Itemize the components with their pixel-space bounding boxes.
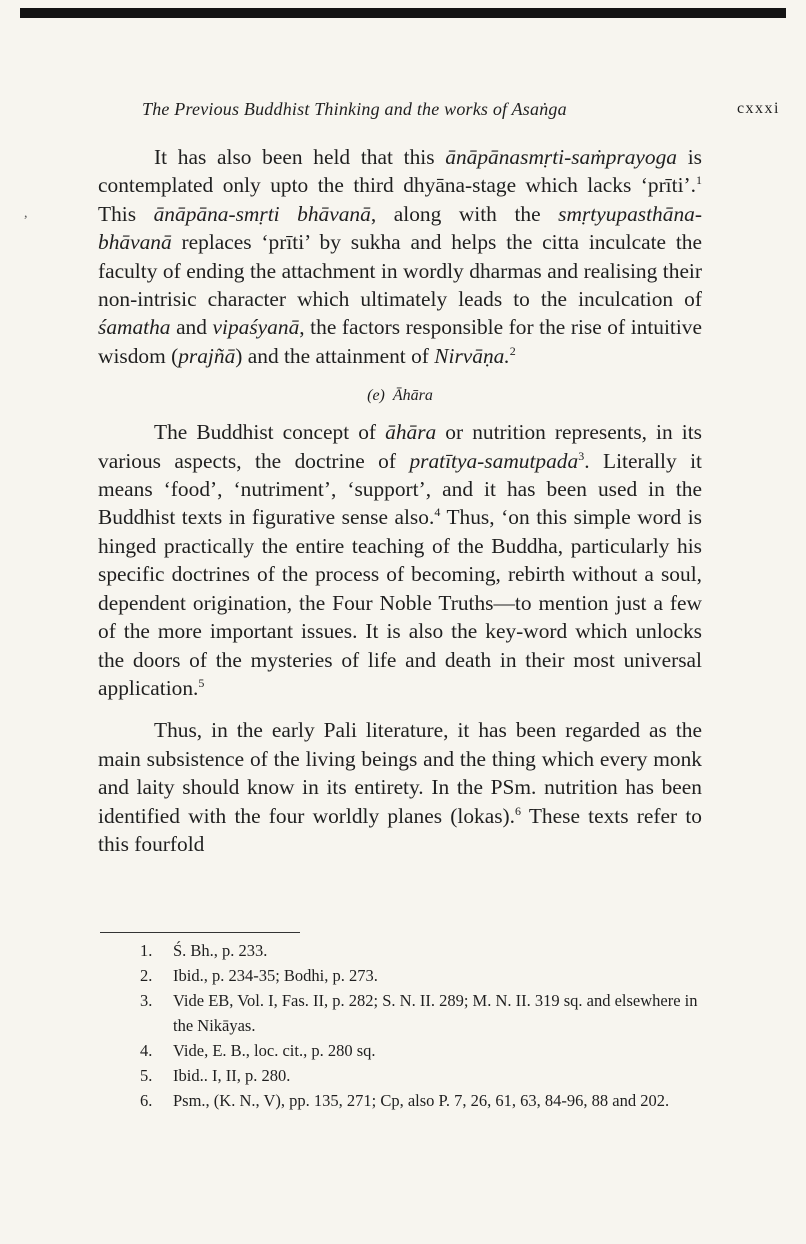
footnote: 3. Vide EB, Vol. I, Fas. II, p. 282; S. N. II. 289; M. N. II. 319 sq. and elsewhere in the Nikāyas. [140,991,698,1035]
running-header [140,99,780,125]
footnote-ref: 5 [198,675,205,690]
footnote: 1. Ś. Bh., p. 233. [140,941,268,960]
main-text [98,143,702,858]
footnote-ref: 2 [509,343,516,358]
footnote: 5. Ibid.. I, II, p. 280. [140,1066,291,1085]
paragraph: It has also been held that this ānāpānasmṛti-saṁprayoga is contemplated only upto the third dhyāna-stage which lacks ‘prīti’.$^1$ This ānāpāna-smṛti bhāvanā, along with the smṛtyupasthāna-bhāvanā replaces ‘prīti’ by sukha and helps the citta inculcate the faculty of ending the attachment in wordly dharmas and realising their non-intrisic character which ultimately leads to the inculcation of śamatha and vipaśyanā, the factors responsible for the rise of intuitive wisdom (prajñā) and the attainment of Nirvāṇa.$^2$ [98,145,702,368]
paragraph: Thus, in the early Pali literature, it has been regarded as the main subsistence of the living beings and the thing which every monk and laity should know in its entirety. In the PSm. nutrition has been identified with the four worldly planes (lokas).$^6$ These texts refer to this fourfold [98,718,702,856]
footnote-ref: 1 [696,173,702,188]
running-title: The Previous Buddhist Thinking and the works of Asaṅga [142,99,567,119]
margin-mark: , [24,206,28,221]
page-number: cxxxi [736,100,780,117]
section-label: (e) [367,387,385,405]
footnote-ref: 3 [578,448,585,463]
section-heading [98,385,702,407]
footnote: 2. Ibid., p. 234-35; Bodhi, p. 273. [140,966,378,985]
footnote: 6. Psm., (K. N., V), pp. 135, 271; Cp, also P. 7, 26, 61, 63, 84-96, 88 and 202. [140,1091,670,1110]
footnote: 4. Vide, E. B., loc. cit., p. 280 sq. [140,1041,376,1060]
section-title: Āhāra [392,387,433,405]
footnote-ref: 6 [515,803,522,818]
footnotes [140,938,710,1113]
footnote-ref: 4 [434,505,441,520]
top-border-rule [20,8,786,18]
footnote-divider [100,932,300,933]
paragraph: The Buddhist concept of āhāra or nutrition represents, in its various aspects, the doctrine of pratītya-samutpada$^3$. Literally it means ‘food’, ‘nutriment’, ‘support’, and it has been used in the Buddhist texts in figurative sense also.$^4$ Thus, ‘on this simple word is hinged practically the entire teaching of the Buddha, particularly his specific doctrines of the process of becoming, rebirth without a soul, dependent origination, the Four Noble Truths—to mention just a few of the more important issues. It is also the key-word which unlocks the doors of the mysteries of life and death in their most universal application.$^5$ [98,420,703,700]
